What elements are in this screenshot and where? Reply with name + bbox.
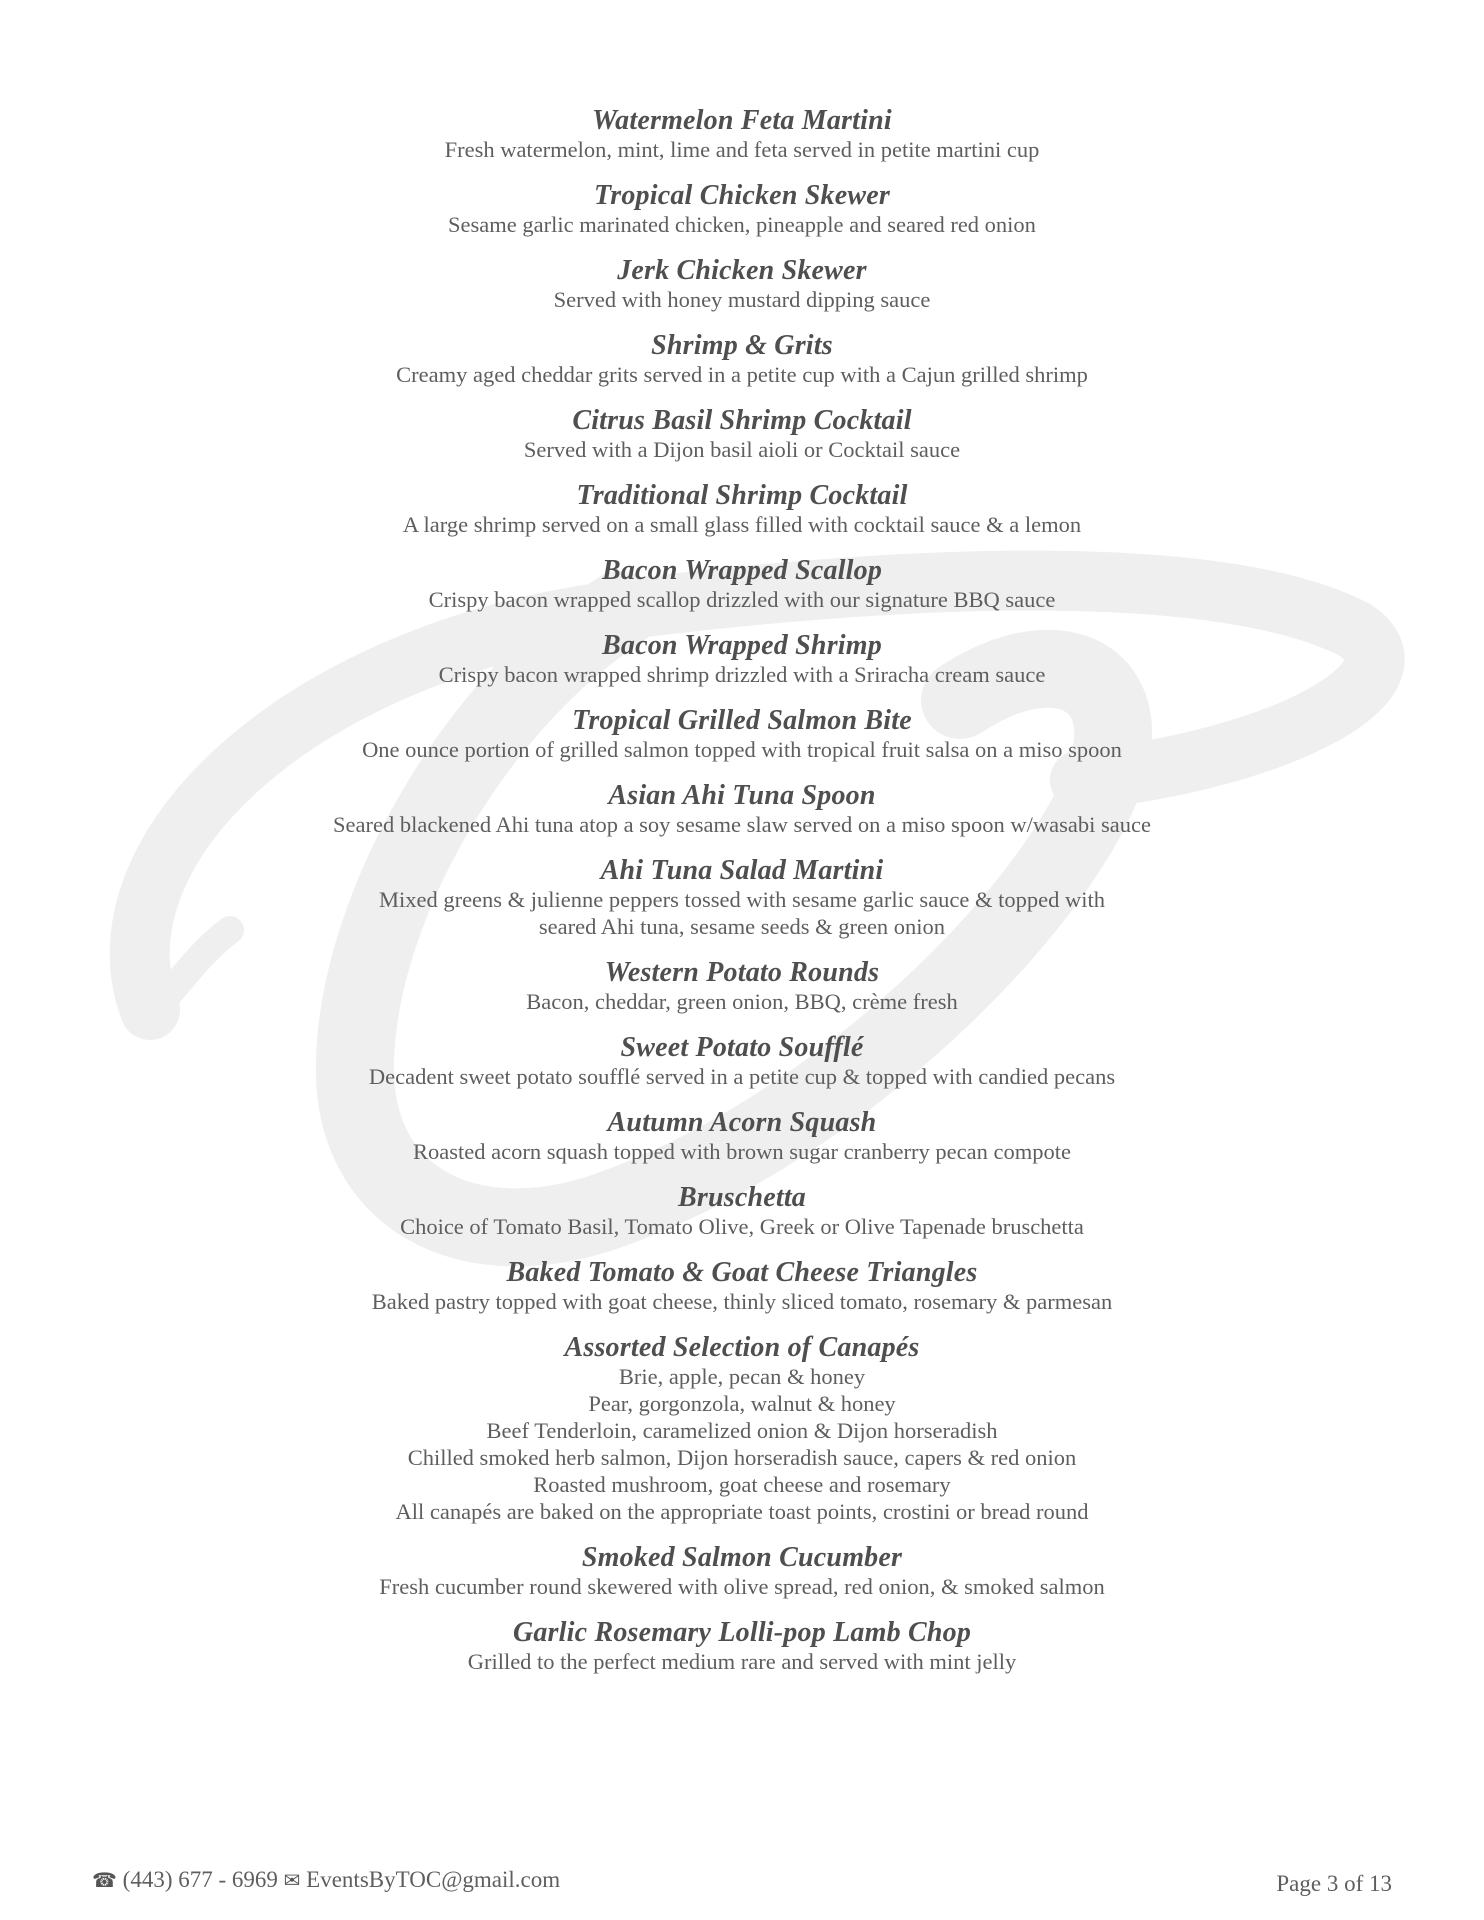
menu-item-description: Creamy aged cheddar grits served in a petite cup with a Cajun grilled shrimp (396, 362, 1088, 387)
menu-item-description: Served with honey mustard dipping sauce (553, 287, 931, 312)
menu-item-title: Smoked Salmon Cucumber (581, 1542, 903, 1573)
menu-item-description: Choice of Tomato Basil, Tomato Olive, Greek or Olive Tapenade bruschetta (400, 1214, 1084, 1239)
menu-item-description: Mixed greens & julienne peppers tossed with sesame garlic sauce & topped with (378, 887, 1106, 912)
contact-info (92, 1867, 560, 1893)
menu-item-title: Shrimp & Grits (651, 330, 833, 361)
menu-item (0, 1333, 1484, 1525)
menu-item-title: Western Potato Rounds (604, 957, 880, 988)
menu-item-title: Garlic Rosemary Lolli-pop Lamb Chop (512, 1617, 972, 1648)
menu-item (0, 331, 1484, 388)
menu-item (0, 1183, 1484, 1240)
menu-item-title: Tropical Chicken Skewer (593, 180, 890, 211)
menu-item-description: Roasted acorn squash topped with brown sugar cranberry pecan compote (413, 1139, 1071, 1164)
menu-item (0, 631, 1484, 688)
menu-item-description: Crispy bacon wrapped scallop drizzled with our signature BBQ sauce (428, 587, 1056, 612)
menu-item-title: Autumn Acorn Squash (607, 1107, 877, 1138)
menu-item (0, 856, 1484, 940)
email-address: EventsByTOC@gmail.com (306, 1867, 561, 1892)
menu-item-description: Beef Tenderloin, caramelized onion & Dijon horseradish (486, 1418, 998, 1443)
menu-item (0, 958, 1484, 1015)
menu-list (0, 106, 1484, 1693)
menu-item-title: Asian Ahi Tuna Spoon (608, 780, 876, 811)
menu-item-description: A large shrimp served on a small glass filled with cocktail sauce & a lemon (402, 512, 1082, 537)
menu-item-description: Served with a Dijon basil aioli or Cocktail sauce (523, 437, 961, 462)
menu-item-description: Brie, apple, pecan & honey (618, 1364, 866, 1389)
menu-item-title: Bacon Wrapped Scallop (601, 555, 883, 586)
menu-item-description: Pear, gorgonzola, walnut & honey (588, 1391, 896, 1416)
page-number: Page 3 of 13 (1276, 1871, 1392, 1896)
menu-item (0, 406, 1484, 463)
menu-item-description: Crispy bacon wrapped shrimp drizzled with a Sriracha cream sauce (438, 662, 1046, 687)
menu-item-title: Jerk Chicken Skewer (617, 255, 867, 286)
menu-item-title: Ahi Tuna Salad Martini (600, 855, 884, 886)
menu-item-title: Assorted Selection of Canapés (564, 1332, 920, 1363)
menu-item (0, 1108, 1484, 1165)
menu-item (0, 1543, 1484, 1600)
menu-item-description: seared Ahi tuna, sesame seeds & green onion (538, 914, 946, 939)
menu-item (0, 556, 1484, 613)
menu-item (0, 1033, 1484, 1090)
menu-item (0, 181, 1484, 238)
envelope-icon: ✉ (283, 1870, 301, 1892)
menu-item-description: Chilled smoked herb salmon, Dijon horseradish sauce, capers & red onion (407, 1445, 1077, 1470)
menu-item-description: Decadent sweet potato soufflé served in a petite cup & topped with candied pecans (368, 1064, 1116, 1089)
menu-item (0, 1618, 1484, 1675)
menu-item-title: Sweet Potato Soufflé (620, 1032, 864, 1063)
menu-item-description: Grilled to the perfect medium rare and served with mint jelly (467, 1649, 1017, 1674)
menu-item-title: Bacon Wrapped Shrimp (602, 630, 882, 661)
menu-item-title: Tropical Grilled Salmon Bite (572, 705, 912, 736)
menu-item-description: Fresh watermelon, mint, lime and feta served in petite martini cup (444, 137, 1040, 162)
menu-item-description: All canapés are baked on the appropriate toast points, crostini or bread round (395, 1499, 1089, 1524)
menu-item (0, 706, 1484, 763)
menu-item (0, 106, 1484, 163)
telephone-icon: ☎ (92, 1870, 117, 1892)
menu-item-title: Traditional Shrimp Cocktail (576, 480, 908, 511)
menu-item-title: Baked Tomato & Goat Cheese Triangles (506, 1257, 978, 1288)
menu-item-title: Watermelon Feta Martini (592, 105, 892, 136)
menu-item (0, 1258, 1484, 1315)
menu-item (0, 781, 1484, 838)
menu-item-description: One ounce portion of grilled salmon topped with tropical fruit salsa on a miso spoon (362, 737, 1122, 762)
menu-item-description: Baked pastry topped with goat cheese, thinly sliced tomato, rosemary & parmesan (371, 1289, 1113, 1314)
menu-item-description: Fresh cucumber round skewered with olive spread, red onion, & smoked salmon (379, 1574, 1105, 1599)
menu-item-description: Sesame garlic marinated chicken, pineapple and seared red onion (448, 212, 1036, 237)
menu-item-description: Roasted mushroom, goat cheese and rosemary (533, 1472, 951, 1497)
footer (92, 1867, 1392, 1897)
menu-item-title: Citrus Basil Shrimp Cocktail (572, 405, 912, 436)
menu-item (0, 256, 1484, 313)
menu-item-description: Bacon, cheddar, green onion, BBQ, crème fresh (526, 989, 958, 1014)
phone-number: (443) 677 - 6969 (122, 1867, 278, 1892)
menu-item-title: Bruschetta (677, 1182, 807, 1213)
menu-item-description: Seared blackened Ahi tuna atop a soy sesame slaw served on a miso spoon w/wasabi sauce (333, 812, 1151, 837)
menu-item (0, 481, 1484, 538)
